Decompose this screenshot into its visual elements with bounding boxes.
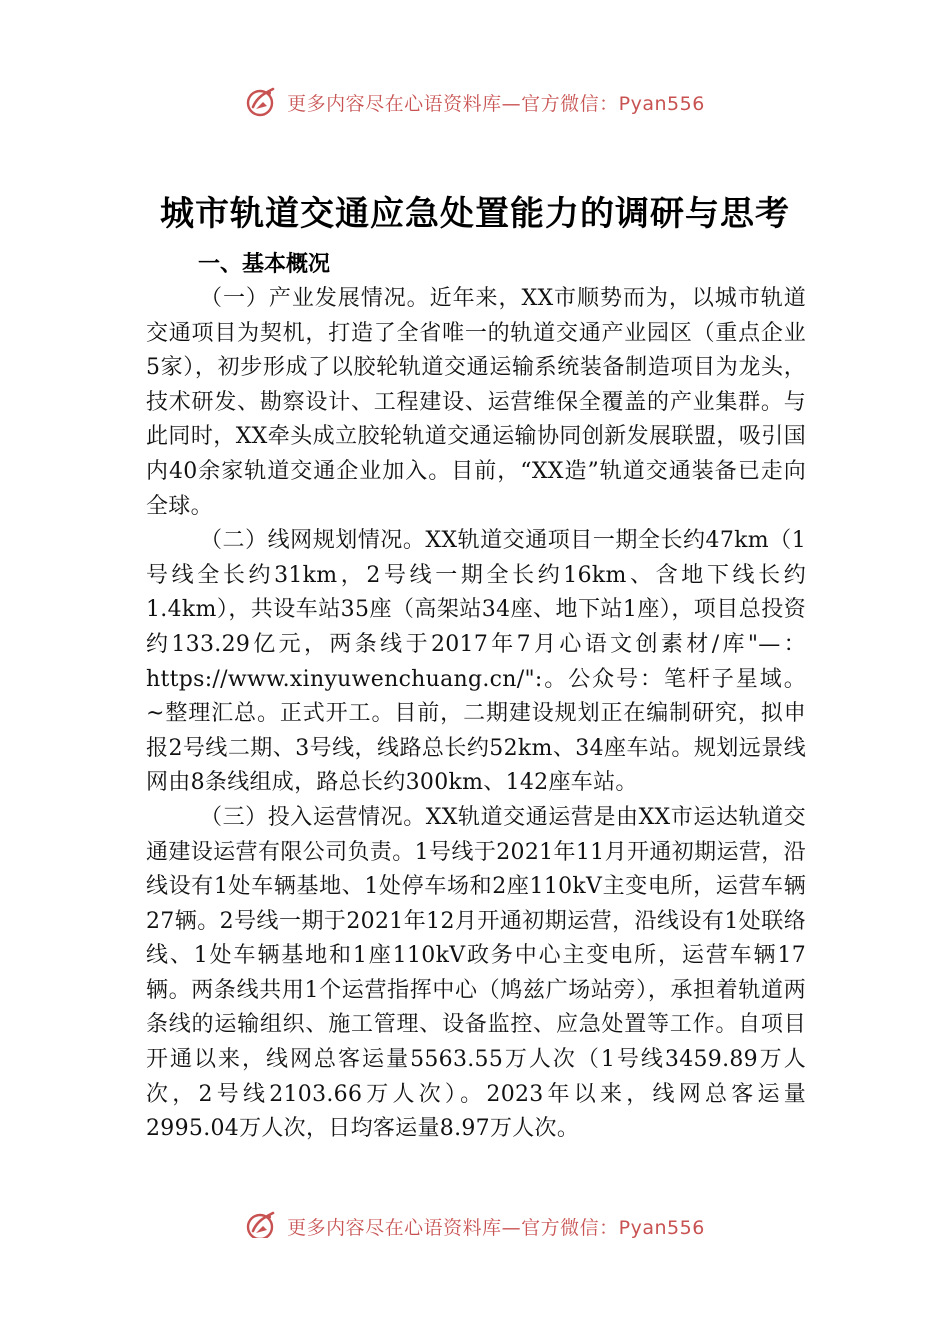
paragraph-industry: （一）产业发展情况。近年来，XX市顺势而为，以城市轨道交通项目为契机，打造了全省唯一的轨道交通产业园区（重点企业5家），初步形成了以胶轮轨道交通运输系统装备制造项目为龙头，技术研发、勘察设计、工程建设、运营维保全覆盖的产业集群。与此同时，XX牵头成立胶轮轨道交通运输协同创新发展联盟，吸引国内40余家轨道交通企业加入。目前，“XX造”轨道交通装备已走向全球。 xyxy=(146,286,806,519)
document-title: 城市轨道交通应急处置能力的调研与思考 xyxy=(160,194,790,234)
watermark-text: 更多内容尽在心语资料库—官方微信：Pyan556 xyxy=(287,92,705,115)
watermark-footer xyxy=(0,1202,950,1238)
section-heading: 一、基本概况 xyxy=(198,252,331,277)
brand-logo-icon xyxy=(245,85,279,119)
watermark-text: 更多内容尽在心语资料库—官方微信：Pyan556 xyxy=(287,1216,705,1238)
paragraph-operations: （三）投入运营情况。XX轨道交通运营是由XX市运达轨道交通建设运营有限公司负责。1号线于2021年11月开通初期运营，沿线设有1处车辆基地、1处停车场和2座110kV主变电所，运营车辆27辆。2号线一期于2021年12月开通初期运营，沿线设有1处联络线、1处车辆基地和1座110kV政务中心主变电所，运营车辆17辆。两条线共用1个运营指挥中心（鸠兹广场站旁），承担着轨道两条线的运输组织、施工管理、设备监控、应急处置等工作。自项目开通以来，线网总客运量5563.55万人次（1号线3459.89万人次，2号线2103.66万人次）。2023年以来，线网总客运量2995.04万人次，日均客运量8.97万人次。 xyxy=(146,804,806,1142)
document-body xyxy=(146,248,806,1147)
brand-logo-icon xyxy=(245,1209,279,1238)
paragraph-network-planning: （二）线网规划情况。XX轨道交通项目一期全长约47km（1号线全长约31km，2号线一期全长约16km、含地下线长约1.4km），共设车站35座（高架站34座、地下站1座），项目总投资约133.29亿元，两条线于2017年7月心语文创素材/库"—：https://www.xinyuwenchuang.cn/":。公众号：笔杆子星域。~整理汇总。正式开工。目前，二期建设规划正在编制研究，拟申报2号线二期、3号线，线路总长约52km、34座车站。规划远景线网由8条线组成，路总长约300km、142座车站。 xyxy=(146,528,806,796)
watermark-header xyxy=(0,82,950,122)
